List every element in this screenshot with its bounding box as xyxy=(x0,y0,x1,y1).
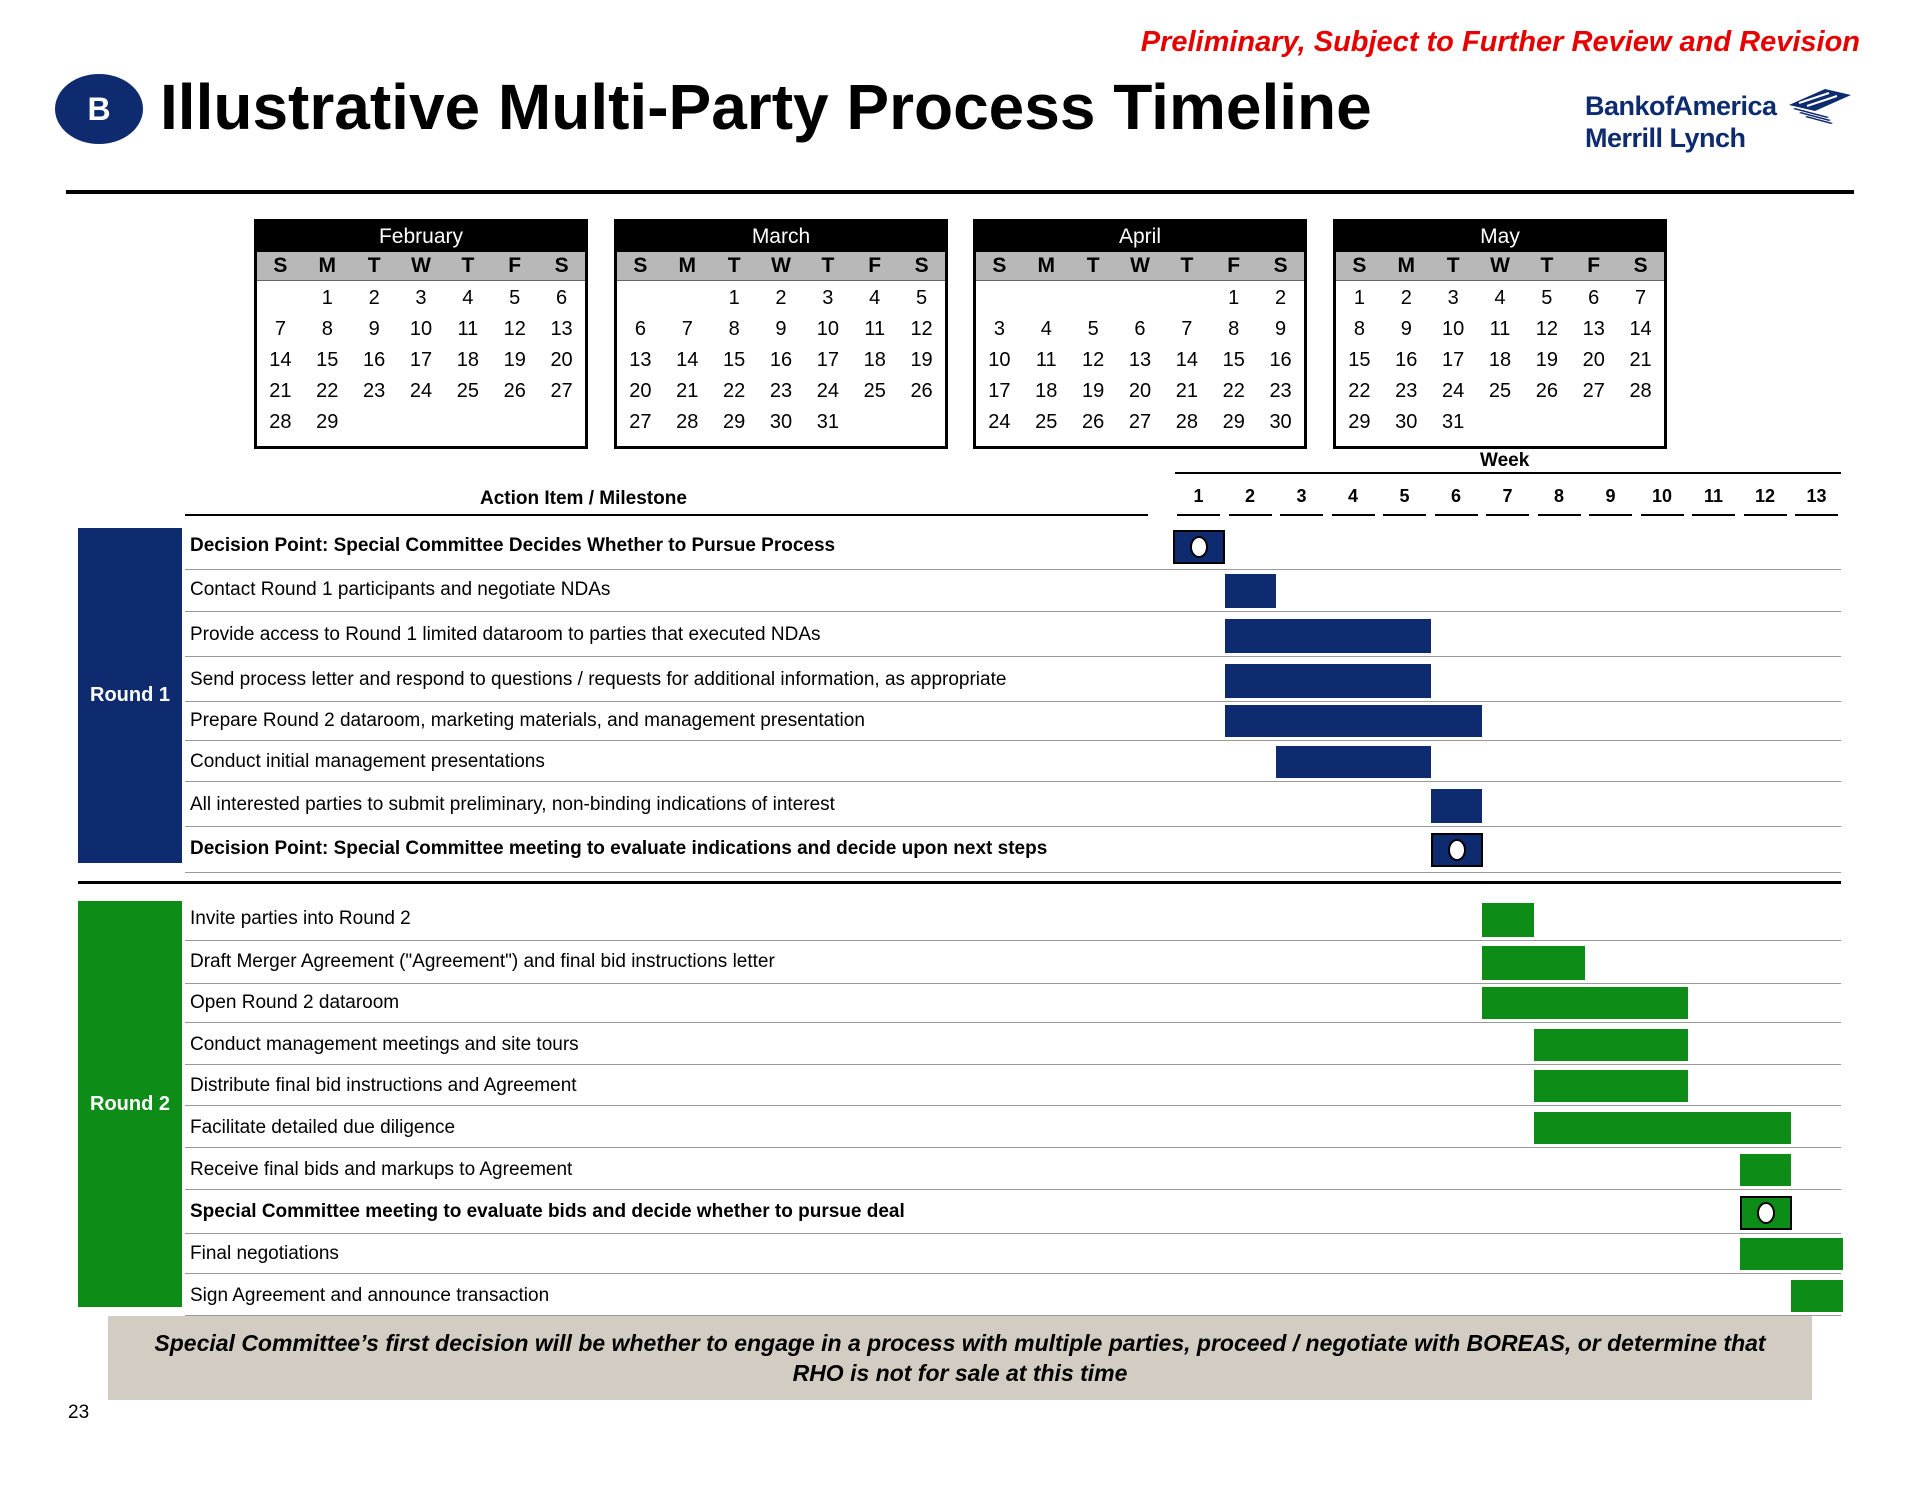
row-divider xyxy=(185,1022,1841,1023)
calendar-date: 14 xyxy=(1175,349,1198,371)
weekday-label: T xyxy=(367,254,381,277)
empty-cell xyxy=(1023,283,1070,314)
calendar-date: 16 xyxy=(1269,349,1292,371)
week-underline xyxy=(1435,514,1478,516)
calendar-date: 16 xyxy=(363,349,386,371)
calendar-march xyxy=(614,219,948,449)
milestone-dot-icon xyxy=(1190,536,1208,558)
row-divider xyxy=(185,1189,1841,1190)
weekday-label: T xyxy=(1180,254,1194,277)
calendar-date: 24 xyxy=(1442,380,1465,402)
logo-line2: Merrill Lynch xyxy=(1585,123,1746,153)
calendar-date: 24 xyxy=(816,380,839,402)
calendar-date: 10 xyxy=(816,318,839,340)
calendar-date: 26 xyxy=(1535,380,1558,402)
calendar-date: 5 xyxy=(509,287,521,309)
gantt-bar xyxy=(1740,1154,1792,1186)
calendar-date: 2 xyxy=(775,287,787,309)
week-rule xyxy=(1175,472,1841,474)
task-label: Prepare Round 2 dataroom, marketing materials, and management presentation xyxy=(190,710,865,731)
calendar-month: April xyxy=(976,222,1304,252)
calendar-date: 11 xyxy=(1489,318,1511,340)
weekday-row xyxy=(617,252,945,281)
calendar-date: 22 xyxy=(723,380,746,402)
calendar-date: 9 xyxy=(1400,318,1412,340)
calendar-date: 18 xyxy=(1488,349,1512,371)
calendar-date: 16 xyxy=(1395,349,1418,371)
page-number: 23 xyxy=(68,1402,90,1423)
week-underline xyxy=(1692,514,1735,516)
calendar-date: 28 xyxy=(269,411,292,433)
calendar-date: 30 xyxy=(1395,411,1418,433)
weekday-label: F xyxy=(508,254,522,277)
weekday-label: S xyxy=(914,254,929,277)
logo-line1: BankofAmerica xyxy=(1585,91,1777,121)
flag-logo-icon xyxy=(1785,87,1855,127)
weekday-row xyxy=(1336,252,1664,281)
gantt-bar xyxy=(1482,946,1585,980)
preliminary-disclaimer: Preliminary, Subject to Further Review and Revision xyxy=(1140,26,1860,58)
weekday-label: W xyxy=(771,254,791,277)
task-label: Special Committee meeting to evaluate bids and decide whether to pursue deal xyxy=(190,1201,905,1222)
calendar-date: 19 xyxy=(1082,380,1105,402)
milestone-marker xyxy=(1173,530,1225,564)
week-number: 4 xyxy=(1347,486,1358,506)
week-number: 11 xyxy=(1703,486,1724,506)
gantt-bar xyxy=(1276,746,1431,778)
calendar-date: 14 xyxy=(1629,318,1652,340)
calendar-date: 9 xyxy=(775,318,787,340)
task-label: Final negotiations xyxy=(190,1243,339,1264)
task-label: Facilitate detailed due diligence xyxy=(190,1117,456,1138)
gantt-bar xyxy=(1482,903,1534,937)
gantt-bar xyxy=(1534,1029,1689,1061)
calendar-date: 16 xyxy=(769,349,793,371)
gantt-bar xyxy=(1482,987,1688,1019)
weekday-label: F xyxy=(1587,254,1601,277)
calendar-date: 29 xyxy=(723,411,746,433)
calendar-date: 1 xyxy=(321,287,333,309)
calendar-date: 21 xyxy=(676,380,699,402)
calendar-date: 26 xyxy=(503,380,526,402)
calendar-date: 8 xyxy=(321,318,333,340)
calendar-date: 17 xyxy=(816,349,839,371)
date-grid xyxy=(617,281,945,438)
calendar-date: 5 xyxy=(1541,287,1553,309)
task-label: Contact Round 1 participants and negotiate NDAs xyxy=(190,579,611,600)
calendar-month: February xyxy=(257,222,585,252)
calendar-date: 22 xyxy=(316,380,339,402)
calendar-date: 7 xyxy=(1181,318,1193,340)
week-underline xyxy=(1641,514,1684,516)
calendar-date: 8 xyxy=(1353,318,1365,340)
calendar-april xyxy=(973,219,1307,449)
calendar-date: 26 xyxy=(910,380,933,402)
calendar-date: 4 xyxy=(869,287,881,309)
calendar-date: 29 xyxy=(1348,411,1371,433)
week-number: 12 xyxy=(1754,486,1776,506)
task-label: Invite parties into Round 2 xyxy=(190,908,411,929)
calendar-date: 18 xyxy=(863,349,886,371)
calendar-date: 15 xyxy=(1222,349,1245,371)
calendar-date: 12 xyxy=(1082,349,1105,371)
calendar-date: 1 xyxy=(1228,287,1240,309)
weekday-label: S xyxy=(1273,254,1288,277)
calendar-date: 22 xyxy=(1222,380,1245,402)
calendar-date: 12 xyxy=(1535,318,1558,340)
calendar-date: 21 xyxy=(1629,349,1652,371)
weekday-label: S xyxy=(273,254,288,277)
week-number: 2 xyxy=(1244,486,1255,506)
calendar-date: 24 xyxy=(988,411,1011,433)
row-divider xyxy=(185,569,1841,570)
week-number: 13 xyxy=(1806,486,1827,506)
row-divider xyxy=(185,1147,1841,1148)
weekday-label: F xyxy=(868,254,882,277)
calendar-date: 1 xyxy=(728,287,740,309)
calendar-date: 10 xyxy=(409,318,433,340)
calendar-date: 6 xyxy=(1134,318,1146,340)
task-label: Receive final bids and markups to Agreement xyxy=(190,1159,573,1180)
calendar-date: 27 xyxy=(1128,411,1152,433)
header-rule xyxy=(66,190,1854,194)
bank-logo xyxy=(1585,90,1777,154)
row-divider xyxy=(185,983,1841,984)
gantt-bar xyxy=(1791,1280,1843,1312)
calendar-date: 7 xyxy=(681,318,693,340)
calendar-date: 9 xyxy=(1275,318,1287,340)
milestone-marker xyxy=(1740,1196,1792,1230)
task-label: Open Round 2 dataroom xyxy=(190,992,400,1013)
calendar-date: 28 xyxy=(676,411,699,433)
calendar-date: 13 xyxy=(550,318,573,340)
round-1-label: Round 1 xyxy=(78,528,182,863)
row-divider xyxy=(185,611,1841,612)
gantt-bar xyxy=(1534,1112,1792,1144)
task-label: Provide access to Round 1 limited dataroom to parties that executed NDAs xyxy=(190,624,821,645)
task-label: Conduct management meetings and site tours xyxy=(190,1034,579,1055)
weekday-label: W xyxy=(1490,254,1510,277)
calendar-date: 4 xyxy=(1040,318,1052,340)
calendar-date: 11 xyxy=(1035,349,1057,371)
calendar-date: 25 xyxy=(1488,380,1512,402)
calendar-date: 23 xyxy=(363,380,386,402)
calendar-date: 22 xyxy=(1348,380,1371,402)
week-number: 3 xyxy=(1296,486,1307,506)
date-grid xyxy=(1336,281,1664,438)
week-number: 1 xyxy=(1193,486,1204,506)
calendar-date: 10 xyxy=(988,349,1011,371)
calendar-date: 23 xyxy=(1269,380,1292,402)
calendar-date: 6 xyxy=(556,287,568,309)
weekday-label: M xyxy=(678,254,697,277)
week-number: 6 xyxy=(1450,486,1461,506)
calendar-date: 27 xyxy=(550,380,573,402)
calendar-date: 15 xyxy=(316,349,339,371)
week-underline xyxy=(1744,514,1787,516)
milestone-marker xyxy=(1431,833,1483,867)
calendar-date: 18 xyxy=(1035,380,1058,402)
week-underline xyxy=(1280,514,1323,516)
calendar-date: 23 xyxy=(769,380,793,402)
date-grid xyxy=(976,281,1304,438)
calendar-date: 31 xyxy=(816,411,839,433)
calendar-date: 21 xyxy=(1175,380,1198,402)
empty-cell xyxy=(1117,283,1164,314)
calendar-date: 17 xyxy=(409,349,433,371)
row-divider xyxy=(185,1105,1841,1106)
calendar-date: 4 xyxy=(462,287,474,309)
weekday-label: T xyxy=(1446,254,1460,277)
calendar-date: 26 xyxy=(1082,411,1105,433)
calendar-date: 10 xyxy=(1442,318,1465,340)
calendar-date: 19 xyxy=(503,349,526,371)
task-label: Decision Point: Special Committee meeting to evaluate indications and decide upon next steps xyxy=(190,838,1048,859)
calendar-date: 29 xyxy=(316,411,339,433)
empty-cell xyxy=(976,283,1023,314)
task-label: Conduct initial management presentations xyxy=(190,751,545,772)
calendar-date: 7 xyxy=(274,318,286,340)
calendar-date: 13 xyxy=(1128,349,1152,371)
calendar-month: March xyxy=(617,222,945,252)
weekday-label: W xyxy=(1130,254,1150,277)
calendar-date: 11 xyxy=(864,318,886,340)
row-divider xyxy=(185,781,1841,782)
calendar-date: 14 xyxy=(676,349,699,371)
calendar-date: 25 xyxy=(456,380,479,402)
weekday-label: S xyxy=(1352,254,1367,277)
calendar-date: 12 xyxy=(503,318,526,340)
milestone-dot-icon xyxy=(1448,839,1466,861)
gantt-bar xyxy=(1225,574,1277,608)
empty-cell xyxy=(257,283,304,314)
weekday-row xyxy=(257,252,585,281)
weekday-label: S xyxy=(1633,254,1648,277)
calendar-date: 15 xyxy=(723,349,746,371)
round-separator xyxy=(78,881,1841,884)
calendar-date: 20 xyxy=(550,349,573,371)
weekday-label: T xyxy=(821,254,835,277)
calendar-date: 28 xyxy=(1175,411,1198,433)
weekday-label: M xyxy=(1037,254,1056,277)
round-2-label: Round 2 xyxy=(78,901,182,1307)
task-label: All interested parties to submit preliminary, non-binding indications of interest xyxy=(190,794,835,815)
calendar-date: 9 xyxy=(368,318,380,340)
week-label: Week xyxy=(1480,450,1530,471)
footnote-line2: RHO is not for sale at this time xyxy=(792,1360,1128,1386)
empty-cell xyxy=(1070,283,1117,314)
calendar-date: 21 xyxy=(269,380,292,402)
week-underline xyxy=(1486,514,1529,516)
row-divider xyxy=(185,826,1841,827)
calendar-date: 4 xyxy=(1494,287,1506,309)
calendar-date: 14 xyxy=(269,349,292,371)
calendar-date: 8 xyxy=(1228,318,1240,340)
task-label: Decision Point: Special Committee Decides Whether to Pursue Process xyxy=(190,535,836,556)
footnote-box xyxy=(108,1316,1812,1400)
section-badge: B xyxy=(55,74,143,144)
calendar-date: 18 xyxy=(456,349,479,371)
calendar-date: 3 xyxy=(415,287,427,309)
weekday-label: W xyxy=(411,254,431,277)
calendar-date: 17 xyxy=(1442,349,1465,371)
calendar-date: 27 xyxy=(629,411,652,433)
calendar-date: 3 xyxy=(1447,287,1459,309)
gantt-bar xyxy=(1431,789,1483,823)
calendar-date: 25 xyxy=(1035,411,1058,433)
calendar-date: 20 xyxy=(629,380,652,402)
calendar-date: 13 xyxy=(629,349,652,371)
row-divider xyxy=(185,656,1841,657)
task-label: Send process letter and respond to questions / requests for additional information, as appropriate xyxy=(190,669,1007,690)
calendar-date: 13 xyxy=(1582,318,1605,340)
calendar-date: 28 xyxy=(1629,380,1652,402)
week-underline xyxy=(1229,514,1272,516)
week-underline xyxy=(1177,514,1220,516)
week-underline xyxy=(1332,514,1375,516)
task-label: Draft Merger Agreement ("Agreement") and final bid instructions letter xyxy=(190,951,775,972)
calendar-date: 8 xyxy=(728,318,740,340)
calendar-date: 7 xyxy=(1635,287,1647,309)
calendar-date: 11 xyxy=(457,318,479,340)
calendar-date: 2 xyxy=(368,287,380,309)
calendar-date: 6 xyxy=(634,318,646,340)
week-underline xyxy=(1795,514,1838,516)
row-divider xyxy=(185,701,1841,702)
calendar-date: 19 xyxy=(1535,349,1558,371)
calendar-date: 2 xyxy=(1275,287,1287,309)
calendar-date: 30 xyxy=(769,411,793,433)
week-number: 10 xyxy=(1651,486,1673,506)
week-number: 7 xyxy=(1502,486,1513,506)
weekday-row xyxy=(976,252,1304,281)
calendar-date: 5 xyxy=(1087,318,1099,340)
calendar-date: 2 xyxy=(1400,287,1412,309)
calendar-date: 24 xyxy=(409,380,433,402)
weekday-label: F xyxy=(1227,254,1241,277)
calendar-date: 1 xyxy=(1353,287,1365,309)
row-divider xyxy=(185,1233,1841,1234)
calendar-date: 3 xyxy=(822,287,834,309)
row-divider xyxy=(185,1064,1841,1065)
weekday-label: S xyxy=(633,254,648,277)
page-title: Illustrative Multi-Party Process Timeline xyxy=(160,71,1372,143)
milestone-dot-icon xyxy=(1757,1202,1775,1224)
task-label: Distribute final bid instructions and Agreement xyxy=(190,1075,577,1096)
gantt-bar xyxy=(1534,1070,1689,1102)
calendar-date: 17 xyxy=(988,380,1011,402)
weekday-label: S xyxy=(992,254,1007,277)
weekday-label: T xyxy=(461,254,475,277)
row-divider xyxy=(185,940,1841,941)
calendar-date: 20 xyxy=(1582,349,1605,371)
gantt-bar xyxy=(1225,619,1431,653)
calendar-may xyxy=(1333,219,1667,449)
calendar-date: 5 xyxy=(916,287,928,309)
calendar-month: May xyxy=(1336,222,1664,252)
calendar-date: 29 xyxy=(1222,411,1245,433)
row-divider xyxy=(185,1273,1841,1274)
week-underline xyxy=(1589,514,1632,516)
calendar-date: 19 xyxy=(910,349,933,371)
gantt-bar xyxy=(1225,664,1431,698)
week-underline xyxy=(1538,514,1581,516)
calendar-date: 23 xyxy=(1395,380,1418,402)
weekday-label: M xyxy=(318,254,337,277)
calendar-date: 31 xyxy=(1442,411,1465,433)
footnote-line1: Special Committee’s first decision will be whether to engage in a process with multiple parties, proceed / negotiate with BOREAS, or determine that xyxy=(154,1330,1766,1356)
calendar-date: 27 xyxy=(1582,380,1605,402)
calendar-date: 15 xyxy=(1348,349,1371,371)
weekday-label: S xyxy=(554,254,569,277)
action-header: Action Item / Milestone xyxy=(480,488,687,509)
calendar-date: 25 xyxy=(863,380,886,402)
calendar-date: 20 xyxy=(1128,380,1152,402)
weekday-label: T xyxy=(727,254,741,277)
week-underline xyxy=(1383,514,1426,516)
gantt-bar xyxy=(1225,705,1483,737)
weekday-label: M xyxy=(1397,254,1416,277)
empty-cell xyxy=(664,283,711,314)
empty-cell xyxy=(1163,283,1210,314)
row-divider xyxy=(185,872,1841,873)
weekday-label: T xyxy=(1086,254,1100,277)
gantt-bar xyxy=(1740,1238,1843,1270)
calendar-february xyxy=(254,219,588,449)
calendar-date: 30 xyxy=(1269,411,1292,433)
calendar-date: 6 xyxy=(1588,287,1600,309)
row-divider xyxy=(185,740,1841,741)
empty-cell xyxy=(617,283,664,314)
week-number: 9 xyxy=(1605,486,1616,506)
week-number: 8 xyxy=(1553,486,1564,506)
weekday-label: T xyxy=(1540,254,1554,277)
calendar-date: 12 xyxy=(910,318,933,340)
action-rule xyxy=(185,514,1148,516)
task-label: Sign Agreement and announce transaction xyxy=(190,1285,550,1306)
date-grid xyxy=(257,281,585,438)
calendar-date: 3 xyxy=(993,318,1005,340)
week-number: 5 xyxy=(1399,486,1410,506)
